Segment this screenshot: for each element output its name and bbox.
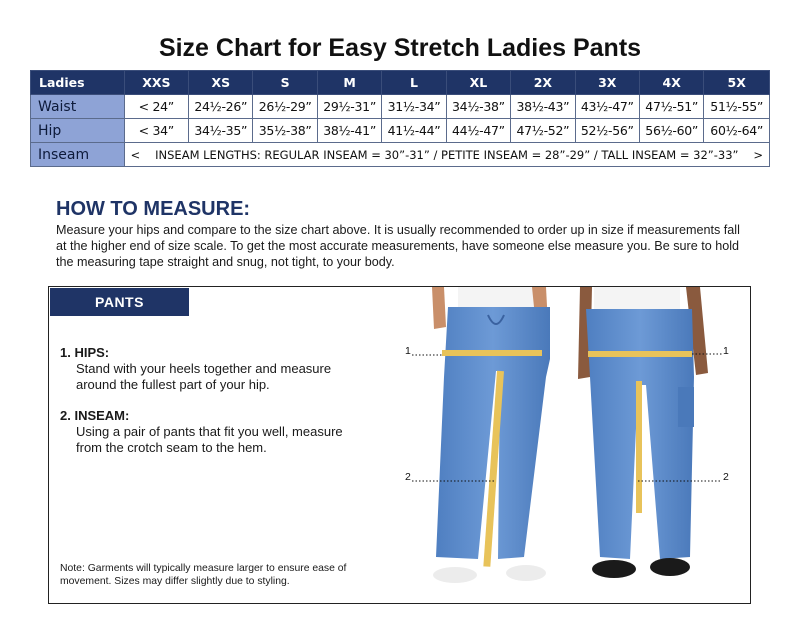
size-header: L [382,71,446,95]
table-cell: 38½-43” [511,95,575,119]
size-header: 2X [511,71,575,95]
inseam-lengths-text: INSEAM LENGTHS: REGULAR INSEAM = 30”-31” / PETITE INSEAM = 28”-29” / TALL INSEAM = 32”-33” [155,147,739,162]
table-cell: 52½-56” [575,119,639,143]
header-label: Ladies [31,71,125,95]
pants-figure-svg [400,287,749,603]
table-cell: 51½-55” [704,95,770,119]
table-cell: 34½-38” [446,95,510,119]
right-shoe [650,558,690,576]
size-header: 4X [640,71,704,95]
row-label-hip: Hip [31,119,125,143]
hip-tape [588,351,692,357]
inseam-left-arrow: < [130,147,141,162]
step-text: Stand with your heels together and measure around the fullest part of your hip. [76,361,332,392]
right-shirt-hem [594,287,680,311]
left-model-figure [432,287,550,583]
row-label-inseam: Inseam [31,143,125,167]
how-to-measure-text: Measure your hips and compare to the size chart above. It is usually recommended to order up in size if measurements fall at the higher end of size scale. To get the most accurate measurements, have someone else measure you. Be sure to hold the measuring tape straight and snug, not tight, to your body. [56,223,740,269]
table-cell: 24½-26” [189,95,253,119]
left-arm [432,287,446,329]
size-header: M [317,71,381,95]
table-cell: < 34” [124,119,188,143]
inseam-right-arrow: > [753,147,763,162]
table-cell: 34½-35” [189,119,253,143]
step-text: Using a pair of pants that fit you well, measure from the crotch seam to the hem. [76,424,343,455]
marker-2-left: 2 [405,471,411,483]
size-header: S [253,71,317,95]
table-cell: 26½-29” [253,95,317,119]
table-cell: 38½-41” [317,119,381,143]
inseam-lengths-cell [124,143,769,167]
pants-tab-label: PANTS [50,288,189,316]
page-title: Size Chart for Easy Stretch Ladies Pants [158,34,642,62]
table-row-inseam [31,143,770,167]
inseam-tape [636,381,642,513]
size-header: XS [189,71,253,95]
garment-note: Note: Garments will typically measure larger to ensure ease of movement. Sizes may differ slightly due to styling. [60,563,347,587]
cargo-pocket [678,387,694,427]
marker-2-right: 2 [723,471,729,483]
table-cell: 47½-51” [640,95,704,119]
step-hips [60,345,360,393]
table-cell: 56½-60” [640,119,704,143]
step-heading: 2. INSEAM: [60,408,130,423]
right-model-figure [578,287,708,578]
row-label-waist: Waist [31,95,125,119]
table-cell: 31½-34” [382,95,446,119]
table-cell: < 24” [124,95,188,119]
step-inseam [60,408,355,456]
left-shoe [433,567,477,583]
size-header: 3X [575,71,639,95]
table-cell: 60½-64” [704,119,770,143]
table-cell: 29½-31” [317,95,381,119]
size-chart-table [30,70,770,167]
table-cell: 41½-44” [382,119,446,143]
table-cell: 35½-38” [253,119,317,143]
marker-1-right: 1 [723,345,729,357]
left-shoe [592,560,636,578]
pants-measurement-illustration [400,287,749,603]
right-shoe [506,565,546,581]
step-heading: 1. HIPS: [60,345,110,360]
how-to-measure-heading: HOW TO MEASURE: [56,198,251,220]
size-header: XXS [124,71,188,95]
marker-1-left: 1 [405,345,411,357]
hip-tape [442,350,542,356]
table-cell: 47½-52” [511,119,575,143]
table-cell: 44½-47” [446,119,510,143]
table-row-waist [31,95,770,119]
size-header-row [31,71,770,95]
table-cell: 43½-47” [575,95,639,119]
size-header: XL [446,71,510,95]
size-header: 5X [704,71,770,95]
table-row-hip [31,119,770,143]
